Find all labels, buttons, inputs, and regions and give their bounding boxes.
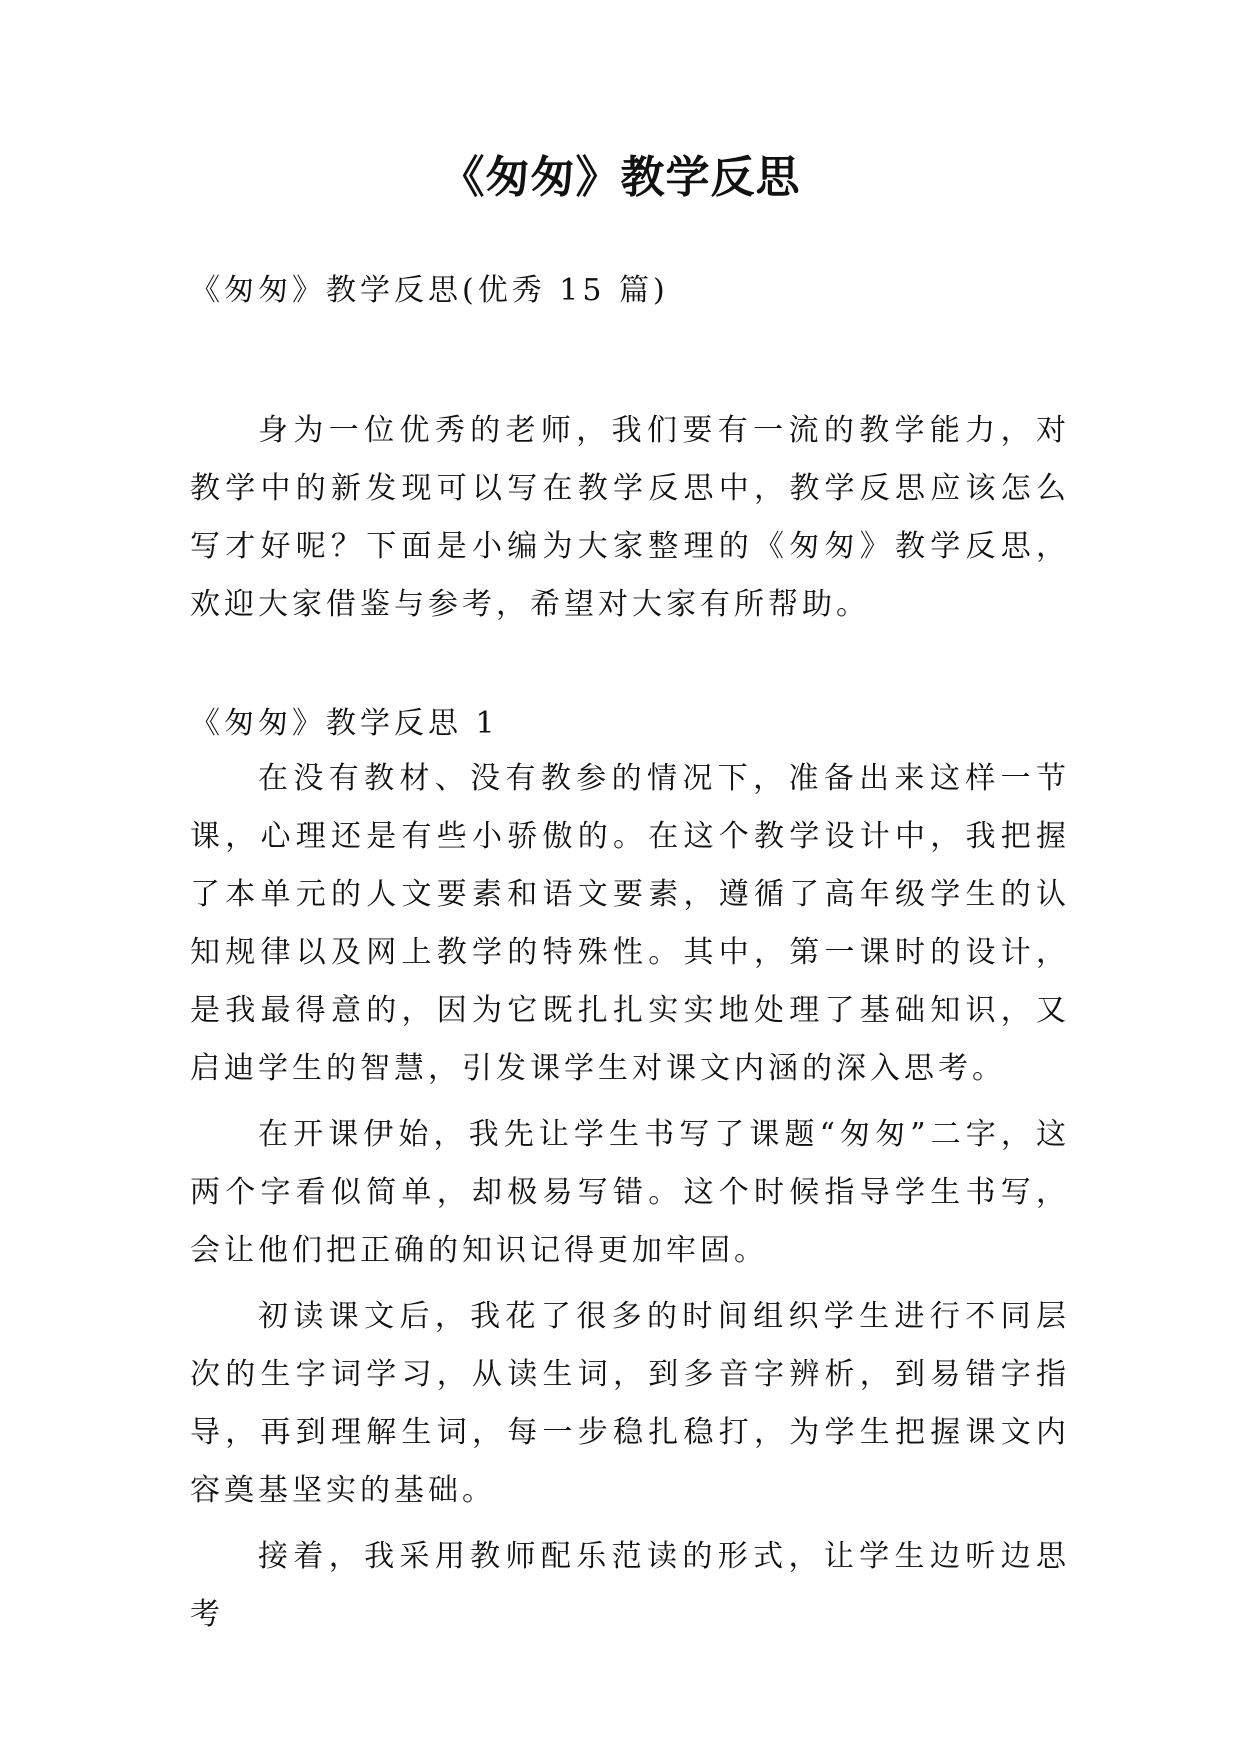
intro-text: 身为一位优秀的老师，我们要有一流的教学能力，对教学中的新发现可以写在教学反思中，教学反思应该怎么写才好呢？下面是小编为大家整理的《匆匆》教学反思，欢迎大家借鉴与参考，希望对大家有所帮助。 [190,413,1070,622]
document-subtitle: 《匆匆》教学反思(优秀 15 篇) [190,273,669,308]
intro-paragraph [190,402,1070,642]
body-paragraph: 在开课伊始，我先让学生书写了课题“匆匆”二字，这两个字看似简单，却极易写错。这个时候指导学生书写，会让他们把正确的知识记得更加牢固。 [190,1117,1070,1268]
section-heading: 《匆匆》教学反思 1 [190,706,499,741]
document-title: 《匆匆》教学反思 [440,152,801,203]
body-paragraph: 初读课文后，我花了很多的时间组织学生进行不同层次的生字词学习，从读生词，到多音字辨析，到易错字指导，再到理解生词，每一步稳扎稳打，为学生把握课文内容奠基坚实的基础。 [190,1299,1070,1508]
body-paragraph: 在没有教材、没有教参的情况下，准备出来这样一节课，心理还是有些小骄傲的。在这个教学设计中，我把握了本单元的人文要素和语文要素，遵循了高年级学生的认知规律以及网上教学的特殊性。其中，第一课时的设计，是我最得意的，因为它既扎扎实实地处理了基础知识，又启迪学生的智慧，引发课学生对课文内涵的深入思考。 [190,761,1070,1086]
section-body [190,750,1070,1652]
body-paragraph: 接着，我采用教师配乐范读的形式，让学生边听边思考 [190,1539,1070,1632]
